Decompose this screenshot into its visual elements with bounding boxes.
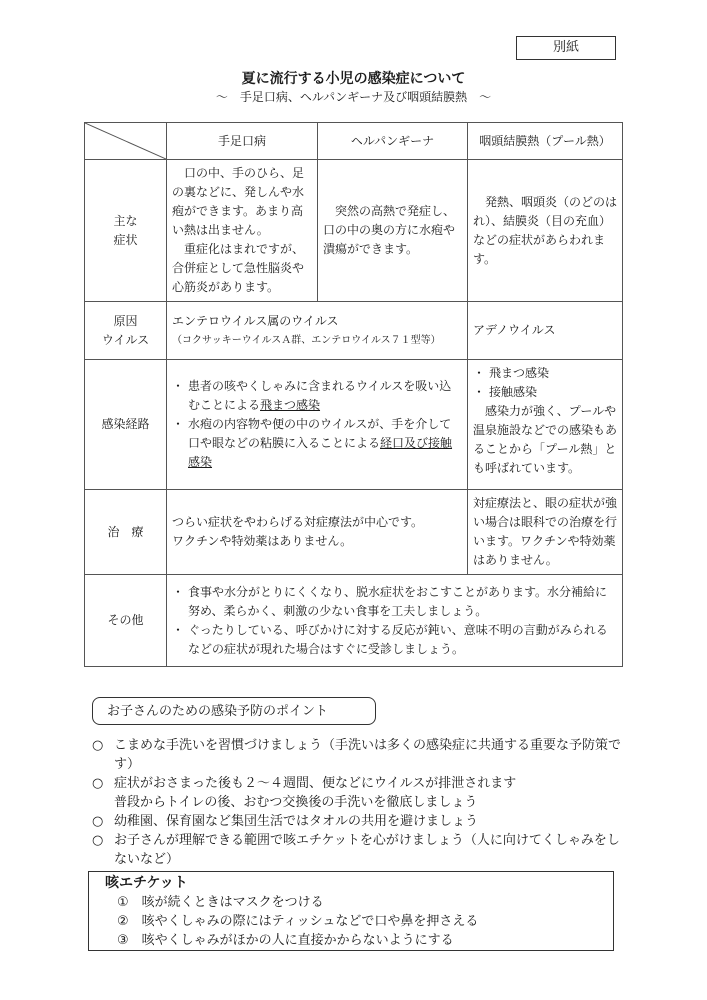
symptoms-row	[85, 160, 623, 302]
row-label-route: 感染経路	[85, 360, 167, 490]
cough-etiquette-item: ③ 咳やくしゃみがほかの人に直接かからないようにする	[117, 933, 454, 948]
row-label-text: 原因 ウイルス	[101, 313, 150, 347]
route-entero-item	[172, 377, 462, 415]
symptoms-hfmd-p2: 重症化はまれですが、合併症として急性脳炎や心筋炎があります。	[172, 242, 305, 294]
route-pcf-note: 感染力が強く、プールや温泉施設などでの感染もあることから「プール熱」とも呼ばれています。	[473, 404, 618, 475]
route-pcf-item: ・ 飛まつ感染	[473, 364, 617, 383]
page-title: 夏に流行する小児の感染症について	[241, 71, 466, 87]
route-text: 水疱の内容物や便の中のウイルスが、手を介して口や眼などの粘膜に入ることによる	[188, 417, 452, 450]
diagonal-line	[85, 123, 166, 159]
symptoms-hfmd	[167, 160, 318, 302]
symptoms-pcf-text: 発熱、咽頭炎（のどのはれ）、結膜炎（目の充血）などの症状があらわれます。	[473, 194, 618, 266]
page-subtitle: ～ 手足口病、ヘルパンギーナ及び咽頭結膜熱 ～	[215, 90, 492, 104]
virus-adeno: アデノウイルス	[468, 302, 623, 360]
row-label-virus	[85, 302, 167, 360]
prevention-point	[92, 774, 626, 812]
row-label-symptoms	[85, 160, 167, 302]
route-pcf	[468, 360, 623, 490]
other-item: ・ ぐったりしている、呼びかけに対する反応が鈍い、意味不明の言動がみられるなどの症状が現れた場合はすぐに受診しましょう。	[172, 621, 617, 659]
virus-entero	[167, 302, 468, 360]
col-header-hfmd: 手足口病	[167, 123, 318, 160]
route-underlined: 飛まつ感染	[260, 398, 321, 412]
circle-bullet-icon: ○	[92, 738, 104, 753]
route-entero-item	[172, 415, 462, 472]
route-pcf-item: ・ 接触感染	[473, 383, 617, 402]
table-header-row	[85, 123, 623, 160]
virus-entero-note: （コクサッキーウイルスＡ群、エンテロウイルス７１型等）	[172, 334, 441, 346]
other-row	[85, 575, 623, 667]
row-label-text: 主な 症状	[113, 213, 138, 247]
other-list	[172, 583, 617, 659]
symptoms-herpangina	[318, 160, 468, 302]
col-header-pcf: 咽頭結膜熱（プール熱）	[468, 123, 623, 160]
other-item: ・ 食事や水分がとりにくくなり、脱水症状をおこすことがあります。水分補給に努め、柔らかく、刺激の少ない食事を工夫しましょう。	[172, 583, 617, 621]
route-entero	[167, 360, 468, 490]
cough-etiquette-list	[117, 893, 478, 950]
virus-row	[85, 302, 623, 360]
symptoms-hfmd-p1: 口の中、手のひら、足の裏などに、発しんや水疱ができます。あまり高い熱は出ません。	[172, 166, 305, 237]
route-underlined: 経口及び接触感染	[188, 436, 453, 469]
prevention-list	[92, 736, 626, 869]
annex-label: 別紙	[516, 36, 616, 60]
route-text: 患者の咳やくしゃみに含まれるウイルスを吸い込むことによる	[188, 379, 452, 412]
treatment-entero: つらい症状をやわらげる対症療法が中心です。 ワクチンや特効薬はありません。	[167, 490, 468, 575]
prevention-point	[92, 736, 626, 774]
other-content	[167, 575, 623, 667]
prevention-point	[92, 831, 626, 869]
row-label-treatment: 治 療	[85, 490, 167, 575]
virus-entero-name: エンテロウイルス属のウイルス	[172, 313, 339, 328]
treatment-row	[85, 490, 623, 575]
treatment-pcf: 対症療法と、眼の症状が強い場合は眼科での治療を行います。ワクチンや特効薬はありません。	[468, 490, 623, 575]
row-label-other: その他	[85, 575, 167, 667]
route-row	[85, 360, 623, 490]
symptoms-herpangina-text: 突然の高熱で発症し、口の中の奥の方に水疱や潰瘍ができます。	[323, 204, 456, 256]
symptoms-pcf	[468, 160, 623, 302]
prevention-heading: お子さんのための感染予防のポイント	[92, 697, 376, 725]
cough-etiquette-item: ② 咳やくしゃみの際にはティッシュなどで口や鼻を押さえる	[117, 914, 479, 929]
circle-bullet-icon: ○	[92, 833, 104, 848]
cough-etiquette-title: 咳エチケット	[105, 875, 188, 891]
cough-etiquette-box	[88, 871, 614, 951]
disease-table	[84, 122, 623, 667]
prevention-text: お子さんが理解できる範囲で咳エチケットを心がけましょう（人に向けてくしゃみをしないなど）	[114, 833, 620, 867]
prevention-point	[92, 812, 626, 831]
cough-etiquette-item: ① 咳が続くときはマスクをつける	[117, 895, 324, 910]
corner-cell	[85, 123, 167, 160]
route-pcf-list	[473, 364, 617, 402]
prevention-text: こまめな手洗いを習慣づけましょう（手洗いは多くの感染症に共通する重要な予防策です）	[114, 738, 622, 772]
prevention-text: 幼稚園、保育園など集団生活ではタオルの共用を避けましょう	[114, 814, 479, 829]
circle-bullet-icon: ○	[92, 776, 104, 791]
prevention-text: 症状がおさまった後も２～４週間、便などにウイルスが排泄されます 普段からトイレの後、おむつ交換後の手洗いを徹底しましょう	[114, 776, 517, 810]
circle-bullet-icon: ○	[92, 814, 104, 829]
col-header-herpangina: ヘルパンギーナ	[318, 123, 468, 160]
route-entero-list	[172, 377, 462, 472]
